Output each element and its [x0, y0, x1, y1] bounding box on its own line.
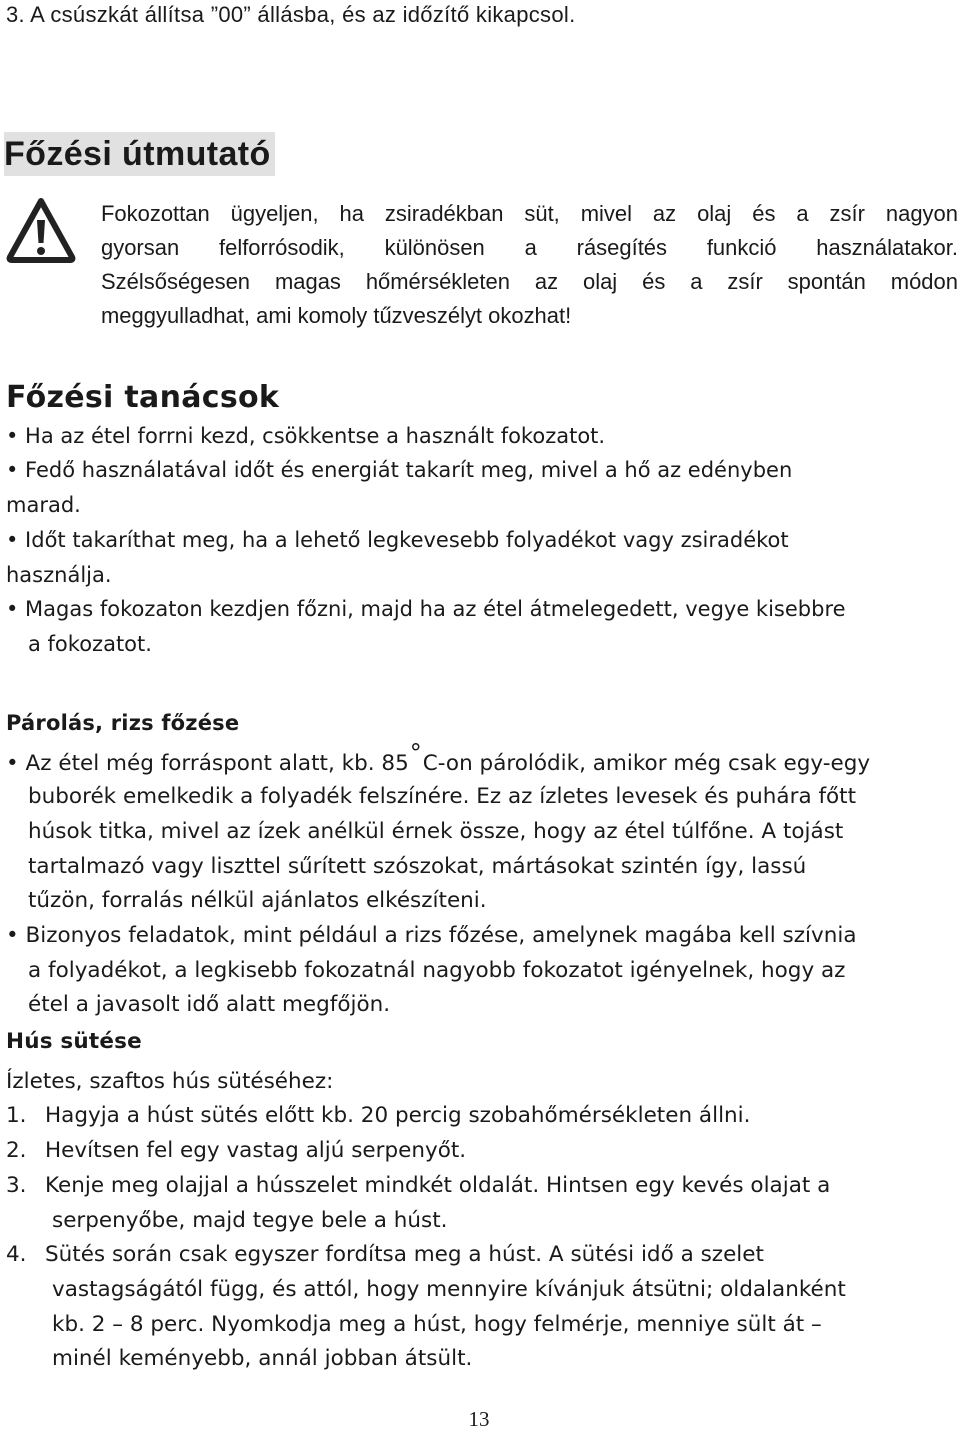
step-line: vastagságától függ, és attól, hogy mennyire kívánjuk átsütni; oldalanként [52, 1277, 846, 1302]
degree-symbol: ° [409, 739, 422, 767]
steaming-line: buborék emelkedik a folyadék felszínére. Ez az ízletes levesek és puhára főtt [28, 784, 857, 809]
tip-line: a fokozatot. [28, 632, 152, 656]
tip-line: • Időt takaríthat meg, ha a lehető legkevesebb folyadékot vagy zsiradékot [6, 528, 789, 552]
tip-line: • Fedő használatával időt és energiát takarít meg, mivel a hő az edényben [6, 458, 793, 482]
meat-intro: Ízletes, szaftos hús sütéséhez: [6, 1069, 334, 1094]
steaming-line: tartalmazó vagy liszttel sűrített szószokat, mártásokat szintén így, lassú [28, 854, 807, 879]
step-line: minél keményebb, annál jobban átsült. [52, 1346, 473, 1371]
tips-heading: Főzési tanácsok [6, 380, 280, 415]
main-heading: Főzési útmutató [4, 132, 275, 176]
warning-line: Szélsőségesen magas hőmérsékleten az olaj és a zsír spontán módon [101, 269, 958, 294]
warning-line: Fokozottan ügyeljen, ha zsiradékban süt, mivel az olaj és a zsír nagyon [101, 201, 958, 226]
tip-line: használja. [6, 563, 112, 587]
steaming-text: • Az étel még forráspont alatt, kb. 85 [6, 751, 409, 776]
steaming-line [6, 739, 871, 779]
page-number: 13 [468, 1407, 490, 1431]
warning-triangle-icon [6, 196, 76, 266]
step-number: 4. [6, 1242, 27, 1267]
warning-line: meggyulladhat, ami komoly tűzveszélyt okozhat! [101, 303, 572, 328]
steaming-heading: Párolás, rizs főzése [6, 711, 240, 735]
step-number: 2. [6, 1138, 27, 1163]
step-number: 1. [6, 1103, 27, 1128]
warning-line: gyorsan felforrósodik, különösen a rásegítés funkció használatakor. [101, 235, 958, 260]
steaming-text: C-on párolódik, amikor még csak egy-egy [422, 751, 871, 776]
step-line: kb. 2 – 8 perc. Nyomkodja meg a húst, hogy felmérje, menniye sült át – [52, 1312, 822, 1337]
steaming-line: a folyadékot, a legkisebb fokozatnál nagyobb fokozatot igényelnek, hogy az [28, 958, 846, 983]
step-line: Sütés során csak egyszer fordítsa meg a húst. A sütési idő a szelet [45, 1242, 764, 1267]
step-line: Hagyja a húst sütés előtt kb. 20 percig szobahőmérsékleten állni. [45, 1103, 751, 1128]
steaming-line: tűzön, forralás nélkül ajánlatos elkészíteni. [28, 888, 487, 913]
tip-line: • Magas fokozaton kezdjen főzni, majd ha az étel átmelegedett, vegye kisebbre [6, 597, 846, 621]
step-3-text: 3. A csúszkát állítsa ”00” állásba, és az időzítő kikapcsol. [6, 2, 576, 27]
tip-line: • Ha az étel forrni kezd, csökkentse a használt fokozatot. [6, 424, 606, 448]
step-line: Kenje meg olajjal a hússzelet mindkét oldalát. Hintsen egy kevés olajat a [45, 1173, 831, 1198]
step-line: Hevítsen fel egy vastag aljú serpenyőt. [45, 1138, 467, 1163]
meat-heading: Hús sütése [6, 1029, 142, 1054]
steaming-line: étel a javasolt idő alatt megfőjön. [28, 992, 391, 1017]
step-number: 3. [6, 1173, 27, 1198]
tip-line: marad. [6, 493, 81, 517]
step-line: serpenyőbe, majd tegye bele a húst. [52, 1208, 448, 1233]
steaming-line: húsok titka, mivel az ízek anélkül érnek össze, hogy az étel túlfőne. A tojást [28, 819, 844, 844]
steaming-line: • Bizonyos feladatok, mint például a rizs főzése, amelynek magába kell szívnia [6, 923, 857, 948]
